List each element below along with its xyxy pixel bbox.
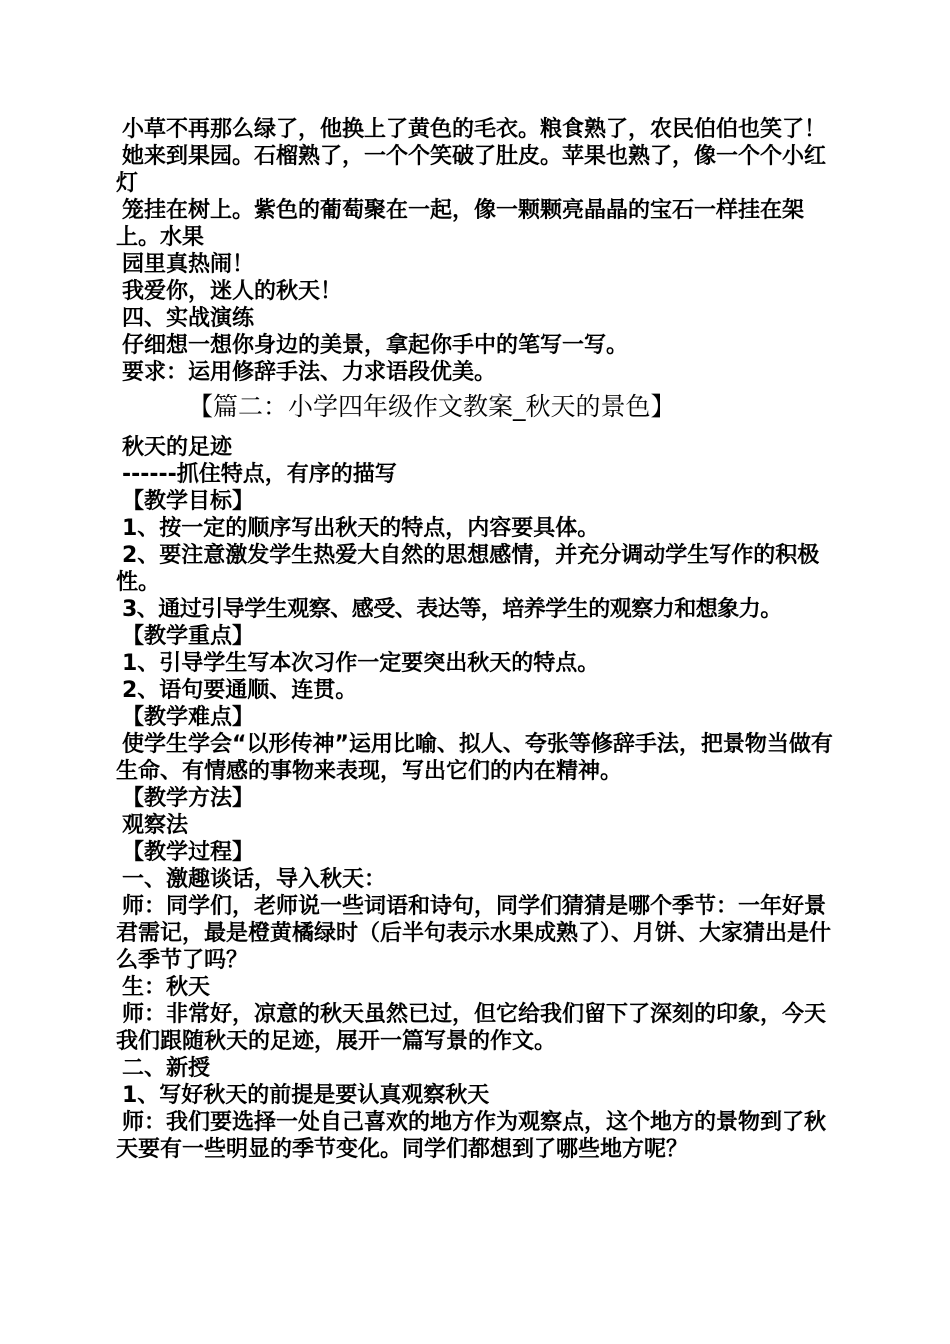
section-title: 【教学难点】	[122, 705, 255, 730]
paragraph: 1、按一定的顺序写出秋天的特点，内容要具体。	[122, 516, 600, 541]
document-page	[116, 116, 846, 1163]
paragraph: 小草不再那么绿了，他换上了黄色的毛衣。粮食熟了，农民伯伯也笑了！	[122, 117, 827, 142]
paragraph: 要求：运用修辞手法、力求语段优美。	[122, 360, 497, 385]
section-title: 二、新授	[122, 1056, 211, 1081]
paragraph: 生：秋天	[122, 975, 211, 1000]
section-title: 【教学重点】	[122, 624, 255, 649]
paragraph: 1、引导学生写本次习作一定要突出秋天的特点。	[122, 651, 600, 676]
paragraph: 一、激趣谈话，导入秋天：	[122, 867, 387, 892]
paragraph: 2、语句要通顺、连贯。	[122, 678, 358, 703]
paragraph: 观察法	[122, 813, 189, 838]
chapter-heading: 【篇二：小学四年级作文教案_秋天的景色】	[188, 392, 676, 421]
paragraph: 1、写好秋天的前提是要认真观察秋天	[122, 1083, 490, 1108]
paragraph: 仔细想一想你身边的美景，拿起你手中的笔写一写。	[122, 333, 629, 358]
paragraph: 师：非常好，凉意的秋天虽然已过，但它给我们留下了深刻的印象，今天我们跟随秋天的足迹，展开一篇写景的作文。	[116, 1002, 827, 1054]
section-title: 【教学过程】	[122, 840, 255, 865]
paragraph: 2、要注意激发学生热爱大自然的思想感情，并充分调动学生写作的积极性。	[116, 543, 820, 595]
paragraph: 她来到果园。石榴熟了，一个个笑破了肚皮。苹果也熟了，像一个个小红灯	[116, 144, 827, 196]
section-title: 【教学目标】	[122, 489, 255, 514]
paragraph: 园里真热闹！	[122, 252, 255, 277]
section-title: 四、实战演练	[122, 306, 255, 331]
paragraph: 师：我们要选择一处自己喜欢的地方作为观察点，这个地方的景物到了秋天要有一些明显的季节变化。同学们都想到了哪些地方呢？	[116, 1110, 827, 1162]
paragraph: 3、通过引导学生观察、感受、表达等，培养学生的观察力和想象力。	[122, 597, 782, 622]
paragraph: 笼挂在树上。紫色的葡萄聚在一起，像一颗颗亮晶晶的宝石一样挂在架上。水果	[116, 198, 805, 250]
essay-subtitle: ------抓住特点，有序的描写	[122, 462, 397, 487]
section-title: 【教学方法】	[122, 786, 255, 811]
paragraph: 使学生学会“以形传神”运用比喻、拟人、夸张等修辞手法，把景物当做有生命、有情感的事物来表现，写出它们的内在精神。	[116, 732, 833, 784]
paragraph: 师：同学们，老师说一些词语和诗句，同学们猜猜是哪个季节：一年好景君需记，最是橙黄橘绿时（后半句表示水果成熟了）、月饼、大家猜出是什么季节了吗？	[116, 894, 832, 973]
essay-title: 秋天的足迹	[122, 435, 233, 460]
paragraph: 我爱你，迷人的秋天！	[122, 279, 343, 304]
